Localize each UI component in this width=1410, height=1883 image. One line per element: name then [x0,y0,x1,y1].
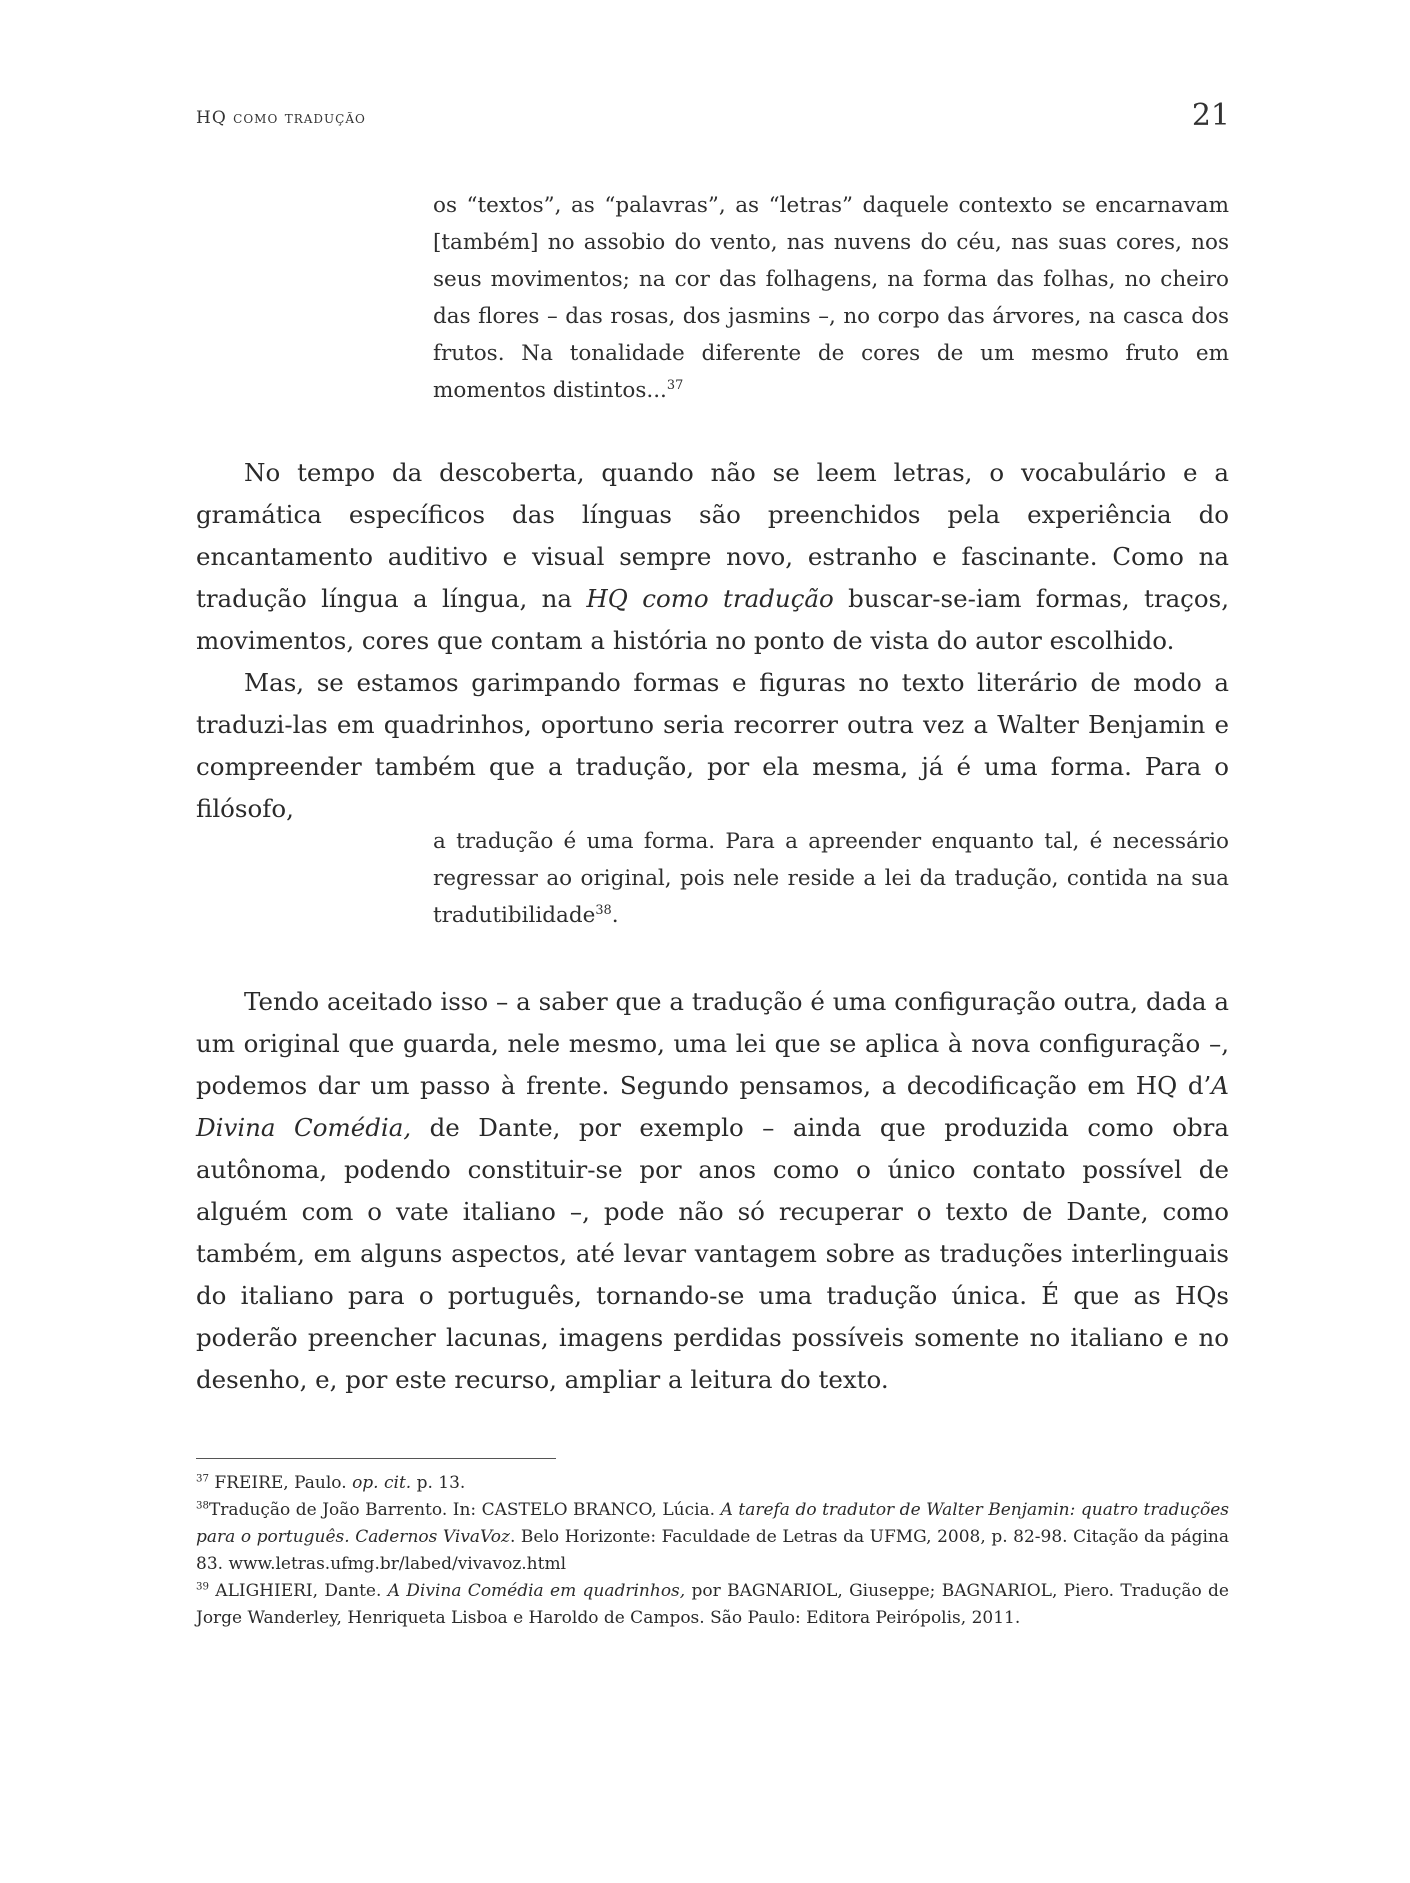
paragraph-3-italic: A Divina Comédia, [196,1071,1229,1142]
footnote-divider [196,1458,556,1459]
footnote-38-text-b: . Belo Horizonte: Faculdade de Letras da UFMG, 2008, p. 82-98. Citação da página 83. www.letras.ufmg.br/labed/vivavoz.html [196,1527,1229,1574]
body-section-2 [196,981,1229,1401]
footnote-37-number: 37 [196,1473,209,1485]
running-head: HQ como tradução [196,108,366,128]
block-quote-2 [433,823,1229,934]
footnote-38-italic: A tarefa do tradutor de Walter Benjamin: quatro traduções para o português. Cadernos VivaVoz [196,1500,1229,1547]
paragraph-1-text-a: No tempo da descoberta, quando não se leem letras, o vocabulário e a gramática específicos das línguas são preenchidos pela experiência do encantamento auditivo e visual sempre novo, estranho e fascinante. Como na tradução língua a língua, na [196,458,1229,613]
footnote-ref-37[interactable]: 37 [666,377,684,393]
footnote-38 [196,1497,1229,1578]
footnote-ref-38[interactable]: 38 [595,902,612,918]
block-quote-2-end: . [611,903,619,928]
footnote-39-number: 39 [196,1581,209,1593]
footnote-39 [196,1578,1229,1632]
paragraph-1-text-b: buscar-se-iam formas, traços, movimentos, cores que contam a história no ponto de vista do autor escolhido. [196,584,1230,655]
block-quote-2-text: a tradução é uma forma. Para a apreender enquanto tal, é necessário regressar ao original, pois nele reside a lei da tradução, contida na sua tradutibilidade [433,829,1229,928]
paragraph-3-text-a: Tendo aceitado isso – a saber que a tradução é uma configuração outra, dada a um original que guarda, nele mesmo, uma lei que se aplica à nova configuração –, podemos dar um passo à frente. Segundo pensamos, a decodificação em HQ d’ [196,987,1229,1100]
page-number: 21 [1191,98,1230,133]
footnote-37-italic: op. cit. [352,1473,412,1493]
footnote-37-text-b: p. 13. [411,1473,466,1493]
footnote-39-text-a: ALIGHIERI, Dante. [208,1581,388,1601]
paragraph-3 [196,981,1229,1401]
footnote-38-text-a: Tradução de João Barrento. In: CASTELO BRANCO, Lúcia. [208,1500,721,1520]
footnote-39-italic: A Divina Comédia em quadrinhos, [387,1581,686,1601]
block-quote-1 [433,187,1229,409]
footnote-38-number: 38 [196,1500,209,1512]
footnote-37-text-a: FREIRE, Paulo. [208,1473,353,1493]
paragraph-2: Mas, se estamos garimpando formas e figuras no texto literário de modo a traduzi-las em quadrinhos, oportuno seria recorrer outra vez a Walter Benjamin e compreender também que a tradução, por ela mesma, já é uma forma. Para o filósofo, [196,668,1229,823]
paragraph-3-text-b: de Dante, por exemplo – ainda que produzida como obra autônoma, podendo constituir-se por anos como o único contato possível de alguém com o vate italiano –, pode não só recuperar o texto de Dante, como também, em alguns aspectos, até levar vantagem sobre as traduções interlinguais do italiano para o português, tornando-se uma tradução única. É que as HQs poderão preencher lacunas, imagens perdidas possíveis somente no italiano e no desenho, e, por este recurso, ampliar a leitura do texto. [196,1113,1229,1394]
footnote-37 [196,1470,1229,1497]
footnote-39-text-b: por BAGNARIOL, Giuseppe; BAGNARIOL, Piero. Tradução de Jorge Wanderley, Henriqueta Lisboa e Haroldo de Campos. São Paulo: Editora Peirópolis, 2011. [196,1581,1229,1628]
body-section-1 [196,452,1229,830]
paragraph-1-italic: HQ como tradução [586,584,834,613]
footnotes [196,1470,1229,1632]
block-quote-1-text: os “textos”, as “palavras”, as “letras” daquele contexto se encarnavam [também] no assobio do vento, nas nuvens do céu, nas suas cores, nos seus movimentos; na cor das folhagens, na forma das folhas, no cheiro das flores – das rosas, dos jasmins –, no corpo das árvores, na casca dos frutos. Na tonalidade diferente de cores de um mesmo fruto em momentos distintos... [433,193,1229,403]
paragraph-1 [196,452,1229,662]
